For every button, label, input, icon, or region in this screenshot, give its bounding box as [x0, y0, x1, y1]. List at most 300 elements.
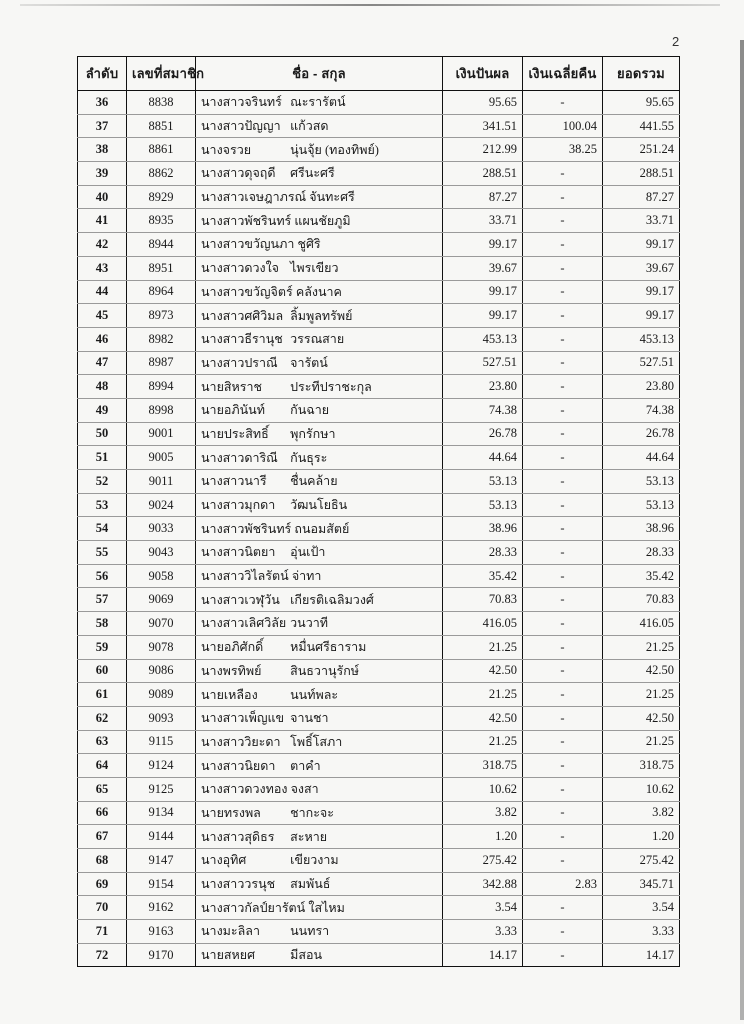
cell-total: 10.62	[603, 777, 680, 801]
cell-dividend: 74.38	[443, 398, 523, 422]
table-row	[78, 233, 680, 257]
last-name: พุกรักษา	[290, 426, 336, 441]
cell-member-id: 9147	[127, 849, 196, 873]
cell-refund: -	[523, 706, 603, 730]
table-row	[78, 849, 680, 873]
cell-member-id: 9125	[127, 777, 196, 801]
first-name: นางสาวนิยดา	[201, 758, 276, 773]
table-row	[78, 588, 680, 612]
cell-member-id: 9093	[127, 706, 196, 730]
first-name: นางสาวขวัญจิตร์	[201, 284, 293, 299]
cell-name	[196, 754, 443, 778]
table-row	[78, 304, 680, 328]
last-name: กันฉาย	[290, 403, 330, 418]
cell-no: 52	[78, 470, 127, 494]
header-total: ยอดรวม	[603, 57, 680, 91]
cell-name	[196, 304, 443, 328]
first-name: นายสหยศ	[201, 948, 256, 963]
first-name: นางสาวดวงทอง	[201, 782, 288, 797]
table-row	[78, 185, 680, 209]
cell-dividend: 99.17	[443, 304, 523, 328]
cell-refund: -	[523, 754, 603, 778]
cell-dividend: 10.62	[443, 777, 523, 801]
table-row	[78, 777, 680, 801]
first-name: นางสาวดาริณี	[201, 450, 278, 465]
cell-no: 55	[78, 541, 127, 565]
last-name: จารัตน์	[290, 355, 328, 370]
cell-refund: -	[523, 185, 603, 209]
cell-name	[196, 588, 443, 612]
last-name: ชื่นคล้าย	[290, 474, 338, 489]
dividend-table	[77, 56, 680, 967]
cell-dividend: 23.80	[443, 375, 523, 399]
first-name: นางสาวเวฬุวัน	[201, 592, 280, 607]
cell-name	[196, 896, 443, 920]
cell-no: 36	[78, 91, 127, 115]
cell-no: 64	[78, 754, 127, 778]
cell-refund: -	[523, 635, 603, 659]
cell-member-id: 9089	[127, 683, 196, 707]
cell-refund: -	[523, 849, 603, 873]
cell-member-id: 9086	[127, 659, 196, 683]
first-name: นางอุทิศ	[201, 853, 247, 868]
table-row	[78, 327, 680, 351]
cell-dividend: 39.67	[443, 256, 523, 280]
cell-total: 99.17	[603, 233, 680, 257]
table-row	[78, 91, 680, 115]
cell-no: 53	[78, 493, 127, 517]
header-refund: เงินเฉลี่ยคืน	[523, 57, 603, 91]
cell-total: 3.54	[603, 896, 680, 920]
cell-dividend: 99.17	[443, 233, 523, 257]
cell-member-id: 9070	[127, 612, 196, 636]
header-member-id: เลขที่สมาชิก	[127, 57, 196, 91]
cell-total: 527.51	[603, 351, 680, 375]
cell-name	[196, 209, 443, 233]
cell-member-id: 8929	[127, 185, 196, 209]
table-row	[78, 659, 680, 683]
first-name: นางสาวพัชรินทร์	[201, 521, 292, 536]
cell-name	[196, 185, 443, 209]
cell-member-id: 8861	[127, 138, 196, 162]
cell-name	[196, 375, 443, 399]
last-name: ประทีปราชะกุล	[290, 379, 372, 394]
cell-dividend: 35.42	[443, 564, 523, 588]
cell-refund: -	[523, 351, 603, 375]
table-row	[78, 351, 680, 375]
cell-dividend: 70.83	[443, 588, 523, 612]
last-name: สินธวานุรักษ์	[290, 663, 360, 678]
scan-edge-right	[740, 40, 744, 1020]
cell-total: 70.83	[603, 588, 680, 612]
cell-refund: -	[523, 730, 603, 754]
first-name: นางสาวเพ็ญแข	[201, 711, 285, 726]
table-row	[78, 730, 680, 754]
cell-member-id: 9144	[127, 825, 196, 849]
cell-member-id: 9170	[127, 943, 196, 967]
cell-total: 23.80	[603, 375, 680, 399]
cell-total: 441.55	[603, 114, 680, 138]
table-row	[78, 920, 680, 944]
last-name: หมื่นศรีธาราม	[290, 640, 367, 655]
table-row	[78, 162, 680, 186]
last-name: ชูศิริ	[297, 237, 321, 252]
cell-member-id: 9154	[127, 872, 196, 896]
table-row	[78, 541, 680, 565]
cell-no: 38	[78, 138, 127, 162]
cell-refund: -	[523, 493, 603, 517]
cell-member-id: 9134	[127, 801, 196, 825]
cell-no: 70	[78, 896, 127, 920]
first-name: นางสาวจรินทร์	[201, 95, 282, 110]
cell-member-id: 8951	[127, 256, 196, 280]
cell-name	[196, 635, 443, 659]
last-name: คลังนาค	[295, 284, 342, 299]
cell-refund: -	[523, 588, 603, 612]
last-name: จ่าทา	[291, 569, 322, 584]
cell-member-id: 8862	[127, 162, 196, 186]
cell-total: 21.25	[603, 683, 680, 707]
last-name: เขียวงาม	[290, 853, 339, 868]
cell-refund: -	[523, 612, 603, 636]
cell-member-id: 9043	[127, 541, 196, 565]
cell-no: 69	[78, 872, 127, 896]
cell-refund: -	[523, 541, 603, 565]
last-name: จันทะศรี	[309, 190, 355, 205]
cell-no: 44	[78, 280, 127, 304]
cell-member-id: 9078	[127, 635, 196, 659]
cell-dividend: 42.50	[443, 706, 523, 730]
table-row	[78, 683, 680, 707]
cell-total: 21.25	[603, 730, 680, 754]
cell-refund: -	[523, 801, 603, 825]
table-row	[78, 825, 680, 849]
last-name: สะหาย	[290, 829, 328, 844]
cell-dividend: 527.51	[443, 351, 523, 375]
cell-dividend: 87.27	[443, 185, 523, 209]
cell-refund: -	[523, 256, 603, 280]
cell-no: 66	[78, 801, 127, 825]
cell-dividend: 21.25	[443, 635, 523, 659]
cell-no: 62	[78, 706, 127, 730]
first-name: นายทรงพล	[201, 805, 261, 820]
cell-dividend: 341.51	[443, 114, 523, 138]
last-name: ไพรเขียว	[290, 261, 339, 276]
table-row	[78, 114, 680, 138]
cell-member-id: 8987	[127, 351, 196, 375]
cell-total: 288.51	[603, 162, 680, 186]
cell-total: 74.38	[603, 398, 680, 422]
cell-no: 45	[78, 304, 127, 328]
last-name: ณะรารัตน์	[290, 95, 346, 110]
cell-total: 26.78	[603, 422, 680, 446]
cell-refund: -	[523, 209, 603, 233]
cell-name	[196, 920, 443, 944]
cell-member-id: 8851	[127, 114, 196, 138]
cell-name	[196, 872, 443, 896]
cell-name	[196, 564, 443, 588]
cell-total: 42.50	[603, 659, 680, 683]
first-name: นางสาวเจษฎาภรณ์	[201, 190, 307, 205]
cell-no: 65	[78, 777, 127, 801]
cell-member-id: 8935	[127, 209, 196, 233]
cell-member-id: 9069	[127, 588, 196, 612]
first-name: นางสาววิยะดา	[201, 734, 281, 749]
cell-no: 39	[78, 162, 127, 186]
cell-name	[196, 493, 443, 517]
cell-member-id: 8838	[127, 91, 196, 115]
cell-name	[196, 659, 443, 683]
cell-dividend: 1.20	[443, 825, 523, 849]
table-body	[78, 91, 680, 967]
first-name: นางสาวศศิวิมล	[201, 308, 284, 323]
cell-name	[196, 446, 443, 470]
cell-dividend: 33.71	[443, 209, 523, 233]
cell-name	[196, 327, 443, 351]
last-name: นนทรา	[290, 924, 330, 939]
cell-no: 57	[78, 588, 127, 612]
cell-dividend: 38.96	[443, 517, 523, 541]
cell-name	[196, 943, 443, 967]
table-row	[78, 493, 680, 517]
cell-name	[196, 398, 443, 422]
cell-refund: -	[523, 564, 603, 588]
first-name: นางสาวพัชรินทร์	[201, 213, 292, 228]
cell-dividend: 26.78	[443, 422, 523, 446]
cell-refund: -	[523, 896, 603, 920]
last-name: เกียรติเฉลิมวงศ์	[290, 592, 374, 607]
cell-member-id: 8998	[127, 398, 196, 422]
cell-name	[196, 351, 443, 375]
cell-dividend: 416.05	[443, 612, 523, 636]
first-name: นายสิหราช	[201, 379, 262, 394]
last-name: ชากะจะ	[290, 805, 334, 820]
cell-refund: -	[523, 162, 603, 186]
cell-member-id: 9033	[127, 517, 196, 541]
cell-no: 50	[78, 422, 127, 446]
table-row	[78, 446, 680, 470]
cell-no: 61	[78, 683, 127, 707]
cell-total: 21.25	[603, 635, 680, 659]
cell-dividend: 3.82	[443, 801, 523, 825]
header-dividend: เงินปันผล	[443, 57, 523, 91]
first-name: นายอภิศักดิ์	[201, 640, 264, 655]
last-name: สมพันธ์	[290, 877, 331, 892]
cell-no: 58	[78, 612, 127, 636]
cell-dividend: 3.33	[443, 920, 523, 944]
cell-dividend: 275.42	[443, 849, 523, 873]
cell-name	[196, 730, 443, 754]
cell-refund: -	[523, 943, 603, 967]
table-row	[78, 398, 680, 422]
cell-dividend: 42.50	[443, 659, 523, 683]
cell-member-id: 9001	[127, 422, 196, 446]
cell-dividend: 53.13	[443, 470, 523, 494]
cell-member-id: 8982	[127, 327, 196, 351]
cell-name	[196, 706, 443, 730]
cell-name	[196, 233, 443, 257]
first-name: นางพรทิพย์	[201, 663, 262, 678]
table-row	[78, 896, 680, 920]
table-row	[78, 872, 680, 896]
cell-dividend: 28.33	[443, 541, 523, 565]
cell-name	[196, 517, 443, 541]
cell-refund: -	[523, 683, 603, 707]
cell-member-id: 9011	[127, 470, 196, 494]
cell-dividend: 99.17	[443, 280, 523, 304]
cell-dividend: 3.54	[443, 896, 523, 920]
cell-dividend: 21.25	[443, 683, 523, 707]
cell-name	[196, 612, 443, 636]
cell-refund: -	[523, 398, 603, 422]
cell-member-id: 9162	[127, 896, 196, 920]
header-name: ชื่อ - สกุล	[196, 57, 443, 91]
cell-total: 275.42	[603, 849, 680, 873]
first-name: นายอภินันท์	[201, 403, 265, 418]
table-row	[78, 256, 680, 280]
cell-no: 63	[78, 730, 127, 754]
header-no: ลำดับ	[78, 57, 127, 91]
cell-no: 54	[78, 517, 127, 541]
first-name: นางสาววิไลรัตน์	[201, 569, 289, 584]
cell-total: 42.50	[603, 706, 680, 730]
first-name: นางสาวดวงใจ	[201, 261, 280, 276]
cell-refund: 38.25	[523, 138, 603, 162]
first-name: นางสาวดุจฤดี	[201, 166, 276, 181]
table-row	[78, 754, 680, 778]
last-name: นนท์พละ	[290, 687, 339, 702]
cell-refund: -	[523, 659, 603, 683]
table-row	[78, 375, 680, 399]
cell-total: 3.82	[603, 801, 680, 825]
cell-refund: -	[523, 446, 603, 470]
table-row	[78, 635, 680, 659]
cell-name	[196, 162, 443, 186]
scan-edge-top	[20, 4, 720, 6]
cell-member-id: 8944	[127, 233, 196, 257]
table-row	[78, 422, 680, 446]
cell-dividend: 212.99	[443, 138, 523, 162]
cell-refund: -	[523, 825, 603, 849]
first-name: นางสาวสุดิธร	[201, 829, 275, 844]
cell-total: 453.13	[603, 327, 680, 351]
cell-refund: 2.83	[523, 872, 603, 896]
cell-total: 345.71	[603, 872, 680, 896]
table-row	[78, 943, 680, 967]
cell-member-id: 9024	[127, 493, 196, 517]
table-row	[78, 138, 680, 162]
cell-dividend: 342.88	[443, 872, 523, 896]
cell-total: 33.71	[603, 209, 680, 233]
first-name: นายเหลือง	[201, 687, 258, 702]
cell-name	[196, 777, 443, 801]
cell-member-id: 9115	[127, 730, 196, 754]
table-row	[78, 564, 680, 588]
cell-refund: -	[523, 422, 603, 446]
cell-no: 72	[78, 943, 127, 967]
cell-no: 59	[78, 635, 127, 659]
cell-dividend: 95.65	[443, 91, 523, 115]
cell-total: 251.24	[603, 138, 680, 162]
last-name: จงสา	[290, 782, 319, 797]
first-name: นางสาวปราณี	[201, 355, 278, 370]
cell-name	[196, 91, 443, 115]
table-row	[78, 209, 680, 233]
first-name: นางมะลิลา	[201, 924, 260, 939]
cell-no: 46	[78, 327, 127, 351]
last-name: ตาคำ	[290, 758, 321, 773]
cell-no: 41	[78, 209, 127, 233]
last-name: วรรณสาย	[290, 332, 345, 347]
cell-refund: -	[523, 304, 603, 328]
page-number: 2	[672, 34, 680, 49]
last-name: ใสไหม	[308, 900, 345, 915]
cell-total: 39.67	[603, 256, 680, 280]
last-name: นุ่นจุ้ย (ทองทิพย์)	[290, 142, 379, 157]
cell-refund: -	[523, 233, 603, 257]
table-header-row	[78, 57, 680, 91]
cell-no: 51	[78, 446, 127, 470]
last-name: จานชา	[290, 711, 329, 726]
last-name: โพธิ์โสภา	[290, 734, 343, 749]
last-name: มีสอน	[290, 948, 323, 963]
cell-dividend: 453.13	[443, 327, 523, 351]
cell-refund: 100.04	[523, 114, 603, 138]
last-name: แผนชัยภูมิ	[294, 213, 351, 228]
cell-refund: -	[523, 375, 603, 399]
first-name: นางสาวปัญญา	[201, 119, 281, 134]
cell-total: 87.27	[603, 185, 680, 209]
table-row	[78, 612, 680, 636]
table-row	[78, 801, 680, 825]
cell-total: 14.17	[603, 943, 680, 967]
first-name: นางสาววรนุช	[201, 877, 276, 892]
cell-no: 68	[78, 849, 127, 873]
last-name: แก้วสด	[290, 119, 329, 134]
cell-member-id: 9058	[127, 564, 196, 588]
cell-total: 3.33	[603, 920, 680, 944]
cell-total: 35.42	[603, 564, 680, 588]
cell-name	[196, 422, 443, 446]
cell-dividend: 288.51	[443, 162, 523, 186]
cell-total: 318.75	[603, 754, 680, 778]
last-name: ถนอมสัตย์	[294, 521, 350, 536]
cell-name	[196, 801, 443, 825]
cell-name	[196, 849, 443, 873]
first-name: นางจรวย	[201, 142, 252, 157]
cell-refund: -	[523, 280, 603, 304]
first-name: นายประสิทธิ์	[201, 426, 269, 441]
cell-no: 71	[78, 920, 127, 944]
table-row	[78, 470, 680, 494]
cell-no: 67	[78, 825, 127, 849]
cell-total: 44.64	[603, 446, 680, 470]
last-name: อุ่นเป้า	[290, 545, 326, 560]
cell-dividend: 14.17	[443, 943, 523, 967]
cell-name	[196, 541, 443, 565]
cell-name	[196, 470, 443, 494]
cell-dividend: 318.75	[443, 754, 523, 778]
cell-no: 49	[78, 398, 127, 422]
table-row	[78, 280, 680, 304]
cell-no: 37	[78, 114, 127, 138]
first-name: นางสาวขวัญนภา	[201, 237, 295, 252]
cell-member-id: 8973	[127, 304, 196, 328]
last-name: วัฒนโยธิน	[290, 498, 348, 513]
cell-total: 99.17	[603, 304, 680, 328]
cell-total: 53.13	[603, 470, 680, 494]
cell-total: 53.13	[603, 493, 680, 517]
